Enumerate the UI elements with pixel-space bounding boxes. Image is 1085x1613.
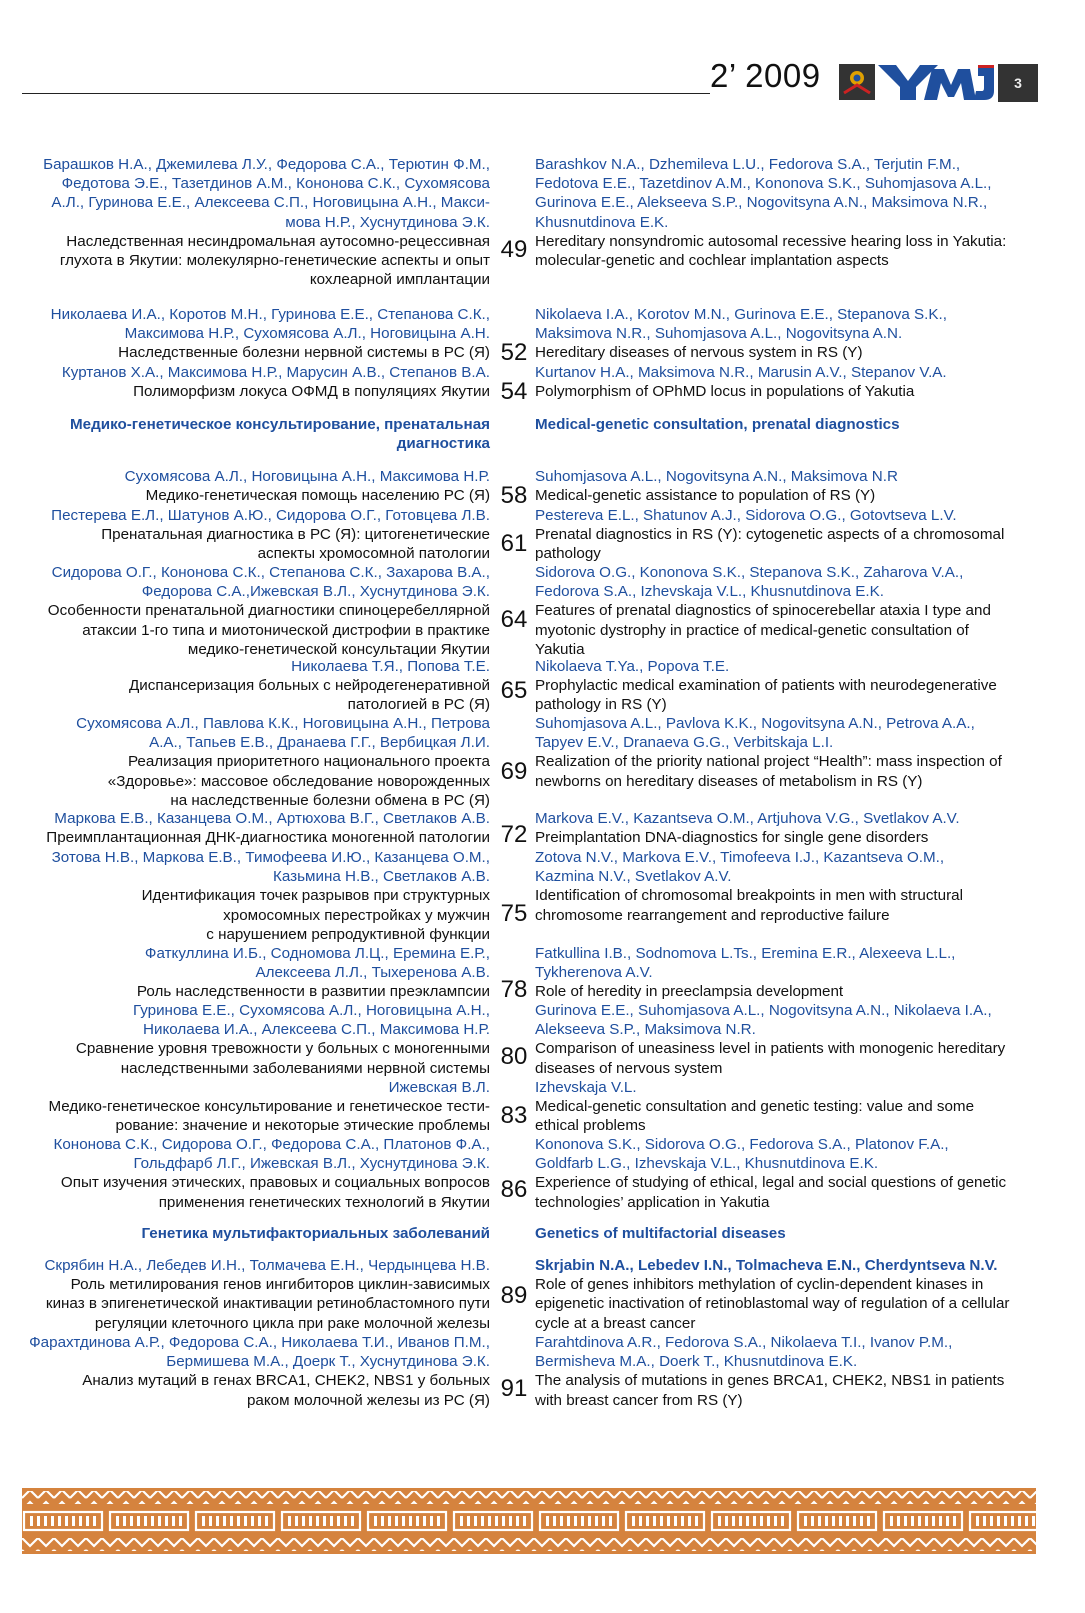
toc-entry-en <box>535 305 1035 363</box>
toc-entry-ru <box>20 944 490 1002</box>
toc-entry-ru <box>20 363 490 401</box>
ru-title: Преимплантационная ДНК-диагностика моногенной патологии <box>46 829 490 847</box>
page-ref: 91 <box>500 1375 528 1402</box>
toc-entry <box>0 1001 1085 1078</box>
page-ref: 83 <box>500 1102 528 1129</box>
en-title: Medical-genetic assistance to population of RS (Y) <box>535 487 876 505</box>
ru-title: Пренатальная диагностика в РС (Я): цитогенетические аспекты хромосомной патологии <box>101 526 490 563</box>
toc-entry <box>0 305 1085 366</box>
ru-authors: Маркова Е.В., Казанцева О.М., Артюхова В.Г., Светлаков А.В. <box>54 810 490 827</box>
page-ref: 64 <box>500 606 528 633</box>
en-authors: Markova E.V., Kazantseva O.M., Artjuhova V.G., Svetlakov A.V. <box>535 810 960 827</box>
toc-entry-en <box>535 506 1035 564</box>
en-authors: Kurtanov H.A., Maksimova N.R., Marusin A.V., Stepanov V.A. <box>535 364 947 381</box>
ru-title: Роль метилирования генов ингибиторов циклин-зависимых киназ в эпигенетической инактивации ретинобластомного пути регуляции клеточного цикла при раке молочной железы <box>45 1276 490 1332</box>
ru-authors: Барашков Н.А., Джемилева Л.У., Федорова С.А., Терютин Ф.М., Федотова Э.Е., Тазетдинов А.М., Кононова С.К., Сухомясова А.Л., Гуринова Е.Е., Алексеева С.П., Ноговицына А.Н., Макси- мова Н.Р., Хуснутдинова Э.К. <box>43 156 490 231</box>
en-authors: Farahtdinova A.R., Fedorova S.A., Nikolaeva T.I., Ivanov P.M., Bermisheva M.A., Doerk T., Khusnutdinova E.K. <box>535 1334 953 1371</box>
en-authors: Pestereva E.L., Shatunov A.J., Sidorova O.G., Gotovtseva L.V. <box>535 507 957 524</box>
toc-entry <box>0 467 1085 509</box>
toc-entry-ru <box>20 1078 490 1136</box>
toc-entry-ru <box>20 657 490 715</box>
toc-entry <box>0 1078 1085 1135</box>
issue-number: 2’ 2009 <box>710 57 821 94</box>
toc-entry-ru <box>20 1001 490 1078</box>
ru-title: Сравнение уровня тревожности у больных с моногенными наследственными заболеваниями нервной системы <box>75 1040 490 1077</box>
page-ref: 86 <box>500 1176 528 1203</box>
en-title: Realization of the priority national project “Health”: mass inspection of newborns on hereditary diseases of metabolism in RS (Y) <box>535 753 1002 790</box>
ru-authors: Сидорова О.Г., Кононова С.К., Степанова С.К., Захарова В.А., Федорова С.А.,Ижевская В.Л., Хуснутдинова Э.К. <box>51 564 490 601</box>
page-ref: 78 <box>500 976 528 1003</box>
toc-entry-en <box>535 467 1035 505</box>
page-ref: 52 <box>500 339 528 366</box>
ru-authors: Зотова Н.В., Маркова Е.В., Тимофеева И.Ю., Казанцева О.М., Казьмина Н.В., Светлаков А.В. <box>51 849 490 886</box>
ru-authors: Николаева И.А., Коротов М.Н., Гуринова Е.Е., Степанова С.К., Максимова Н.Р., Сухомясова А.Л., Ноговицына А.Н. <box>50 306 490 343</box>
section-heading <box>0 415 1085 467</box>
ru-authors: Ижевская В.Л. <box>388 1079 490 1096</box>
toc-entry-ru <box>20 1333 490 1410</box>
toc-entry-ru <box>20 1135 490 1212</box>
ru-authors: Пестерева Е.Л., Шатунов А.Ю., Сидорова О.Г., Готовцева Л.В. <box>51 507 490 524</box>
toc-entry-en <box>535 657 1035 715</box>
ru-authors: Гуринова Е.Е., Сухомясова А.Л., Ноговицына А.Н., Николаева И.А., Алексеева С.П., Максимова Н.Р. <box>133 1002 490 1039</box>
en-authors: Kononova S.K., Sidorova O.G., Fedorova S.A., Platonov F.A., Goldfarb L.G., Izhevskaja V.L., Khusnutdinova E.K. <box>535 1136 949 1173</box>
toc-entry <box>0 363 1085 415</box>
toc-entry <box>0 1333 1085 1413</box>
section-heading <box>0 1224 1085 1256</box>
ru-authors: Кононова С.К., Сидорова О.Г., Федорова С.А., Платонов Ф.А., Гольдфарб Л.Г., Ижевская В.Л., Хуснутдинова Э.К. <box>53 1136 490 1173</box>
ru-authors: Сухомясова А.Л., Ноговицына А.Н., Максимова Н.Р. <box>124 468 490 485</box>
toc-entry-en <box>535 809 1035 847</box>
toc-entry <box>0 1256 1085 1333</box>
toc-entry-ru <box>20 563 490 659</box>
toc-entry-ru <box>20 467 490 505</box>
toc-entry-en <box>535 363 1035 401</box>
toc-entry-ru <box>20 1256 490 1333</box>
section-heading-en: Medical-genetic consultation, prenatal diagnostics <box>535 416 900 433</box>
page-ref: 65 <box>500 677 528 704</box>
ru-title: Реализация приоритетного национального проекта «Здоровье»: массовое обследование новорожденных на наследственные болезни обмена в РС (Я) <box>107 753 490 809</box>
toc-entry-en <box>535 155 1035 270</box>
toc-entry-ru <box>20 848 490 944</box>
toc-entry-en <box>535 714 1035 791</box>
toc-entry <box>0 944 1085 1001</box>
page-number: 3 <box>998 64 1038 102</box>
toc-entry-ru <box>20 155 490 289</box>
ru-authors: Фарахтдинова А.Р., Федорова С.А., Николаева Т.И., Иванов П.М., Бермишева М.А., Доерк Т., Хуснутдинова Э.К. <box>29 1334 490 1371</box>
en-title: Comparison of uneasiness level in patients with monogenic hereditary diseases of nervous system <box>535 1040 1006 1077</box>
en-title: Prophylactic medical examination of patients with neurodegenerative pathology in RS (Y) <box>535 677 997 714</box>
toc-entry-en <box>535 1333 1035 1410</box>
en-title: Role of genes inhibitors methylation of cyclin-dependent kinases in epigenetic inactivation of retinoblastomal way of regulation of a cellular cycle at a breast cancer <box>535 1276 1010 1332</box>
ru-title: Медико-генетическая помощь населению РС (Я) <box>145 487 490 505</box>
en-authors: Izhevskaja V.L. <box>535 1079 637 1096</box>
en-authors: Suhomjasova A.L., Nogovitsyna A.N., Maksimova N.R <box>535 468 898 485</box>
toc-entry-en <box>535 944 1035 1002</box>
toc-entry <box>0 848 1085 944</box>
toc-entry-en <box>535 1078 1035 1136</box>
ru-authors: Фаткуллина И.Б., Содномова Л.Ц., Еремина Е.Р., Алексеева Л.Л., Тыхеренова А.В. <box>144 945 490 982</box>
page-ref: 69 <box>500 758 528 785</box>
toc-entry <box>0 563 1085 657</box>
toc-entry-en <box>535 1001 1035 1078</box>
en-title: The analysis of mutations in genes BRCA1, CHEK2, NBS1 in patients with breast cancer from RS (Y) <box>535 1372 1005 1409</box>
section-heading-ru: Генетика мультифакториальных заболеваний <box>141 1225 490 1242</box>
toc-entry-en <box>535 1256 1035 1333</box>
ru-title: Медико-генетическое консультирование и генетическое тести- рование: значение и некоторые этические проблемы <box>48 1098 490 1135</box>
en-authors: Barashkov N.A., Dzhemileva L.U., Fedorova S.A., Terjutin F.M., Fedotova E.E., Tazetdinov A.M., Kononova S.K., Suhomjasova A.L., Gurinova E.E., Alekseeva S.P., Nogovitsyna A.N., Maksimova N.R., Khusnutdinova E.K. <box>535 156 992 231</box>
header-rule <box>22 93 710 94</box>
table-of-contents <box>0 155 1085 1413</box>
toc-entry-ru <box>20 714 490 810</box>
ru-title: Особенности пренатальной диагностики спиноцеребеллярной атаксии 1-го типа и миотонической дистрофии в практике медико-генетической консультации Якутии <box>47 602 490 658</box>
section-heading-ru: Медико-генетическое консультирование, пренатальная диагностика <box>70 416 490 453</box>
ru-title: Опыт изучения этических, правовых и социальных вопросов применения генетических технологий в Якутии <box>60 1174 490 1211</box>
toc-entry <box>0 809 1085 848</box>
ru-authors: Куртанов Х.А., Максимова Н.Р., Марусин А.В., Степанов В.А. <box>61 364 490 381</box>
toc-entry-en <box>535 848 1035 925</box>
ru-title: Наследственная несиндромальная аутосомно-рецессивная глухота в Якутии: молекулярно-генетические аспекты и опыт кохлеарной имплантации <box>59 232 490 289</box>
page-ref: 80 <box>500 1043 528 1070</box>
en-title: Identification of chromosomal breakpoints in men with structural chromosome rearrangement and reproductive failure <box>535 887 963 924</box>
ru-title: Наследственные болезни нервной системы в РС (Я) <box>118 344 490 362</box>
toc-entry-en <box>535 563 1035 659</box>
ru-title: Анализ мутаций в генах BRCA1, CHEK2, NBS1 у больных раком молочной железы из РС (Я) <box>82 1372 490 1409</box>
en-title: Hereditary diseases of nervous system in RS (Y) <box>535 344 863 362</box>
en-title: Prenatal diagnostics in RS (Y): cytogenetic aspects of a chromosomal pathology <box>535 526 1005 563</box>
toc-entry-ru <box>20 305 490 363</box>
en-title: Medical-genetic consultation and genetic testing: value and some ethical problems <box>535 1098 975 1135</box>
en-authors: Sidorova O.G., Kononova S.K., Stepanova S.K., Zaharova V.A., Fedorova S.A., Izhevskaja V.L., Khusnutdinova E.K. <box>535 564 964 601</box>
toc-entry-ru <box>20 809 490 847</box>
en-authors: Nikolaeva T.Ya., Popova T.E. <box>535 658 730 675</box>
page-ref: 54 <box>500 378 528 405</box>
ru-title: Полиморфизм локуса ОФМД в популяциях Якутии <box>133 383 490 401</box>
en-authors: Fatkullina I.B., Sodnomova L.Ts., Eremina E.R., Alexeeva L.L., Tykherenova A.V. <box>535 945 956 982</box>
journal-logo <box>838 63 996 101</box>
page-ref: 58 <box>500 482 528 509</box>
en-authors: Suhomjasova A.L., Pavlova K.K., Nogovitsyna A.N., Petrova A.A., Tapyev E.V., Dranaeva G.G., Verbitskaja L.I. <box>535 715 975 752</box>
en-title: Role of heredity in preeclampsia development <box>535 983 844 1001</box>
en-title: Hereditary nonsyndromic autosomal recessive hearing loss in Yakutia: molecular-genetic and cochlear implantation aspects <box>535 232 1007 270</box>
en-title: Experience of studying of ethical, legal and social questions of genetic technologies’ application in Yakutia <box>535 1174 1007 1211</box>
en-authors: Skrjabin N.A., Lebedev I.N., Tolmacheva E.N., Cherdyntseva N.V. <box>535 1257 998 1274</box>
ru-title: Роль наследственности в развитии преэклампсии <box>136 983 490 1001</box>
toc-entry <box>0 506 1085 563</box>
ru-title: Диспансеризация больных с нейродегенеративной патологией в РС (Я) <box>129 677 490 714</box>
toc-entry-en <box>535 1135 1035 1212</box>
toc-entry <box>0 657 1085 714</box>
section-heading-en: Genetics of multifactorial diseases <box>535 1225 786 1242</box>
toc-entry <box>0 155 1085 305</box>
toc-entry-ru <box>20 506 490 564</box>
page-ref: 89 <box>500 1282 528 1309</box>
ru-authors: Скрябин Н.А., Лебедев И.Н., Толмачева Е.Н., Чердынцева Н.В. <box>44 1257 490 1274</box>
ru-authors: Николаева Т.Я., Попова Т.Е. <box>291 658 490 675</box>
ru-authors: Сухомясова А.Л., Павлова К.К., Ноговицына А.Н., Петрова А.А., Тапьев Е.В., Дранаева Г.Г., Вербицкая Л.И. <box>76 715 490 752</box>
page-ref: 75 <box>500 900 528 927</box>
toc-entry <box>0 714 1085 809</box>
en-authors: Nikolaeva I.A., Korotov M.N., Gurinova E.E., Stepanova S.K., Maksimova N.R., Suhomjasova A.L., Nogovitsyna A.N. <box>535 306 947 343</box>
page-ref: 72 <box>500 821 528 848</box>
page-ref: 61 <box>500 530 528 557</box>
page-ref: 49 <box>500 236 528 263</box>
en-authors: Zotova N.V., Markova E.V., Timofeeva I.J., Kazantseva O.M., Kazmina N.V., Svetlakov A.V. <box>535 849 945 886</box>
en-title: Preimplantation DNA-diagnostics for single gene disorders <box>535 829 929 847</box>
en-title: Features of prenatal diagnostics of spinocerebellar ataxia I type and myotonic dystrophy in practice of medical-genetic consultation of Yakutia <box>535 602 991 658</box>
en-authors: Gurinova E.E., Suhomjasova A.L., Nogovitsyna A.N., Nikolaeva I.A., Alekseeva S.P., Maksimova N.R. <box>535 1002 992 1039</box>
ornament-border <box>22 1488 1036 1554</box>
en-title: Polymorphism of OPhMD locus in populations of Yakutia <box>535 383 915 401</box>
ru-title: Идентификация точек разрывов при структурных хромосомных перестройках у мужчин с нарушением репродуктивной функции <box>141 887 490 943</box>
toc-entry <box>0 1135 1085 1224</box>
